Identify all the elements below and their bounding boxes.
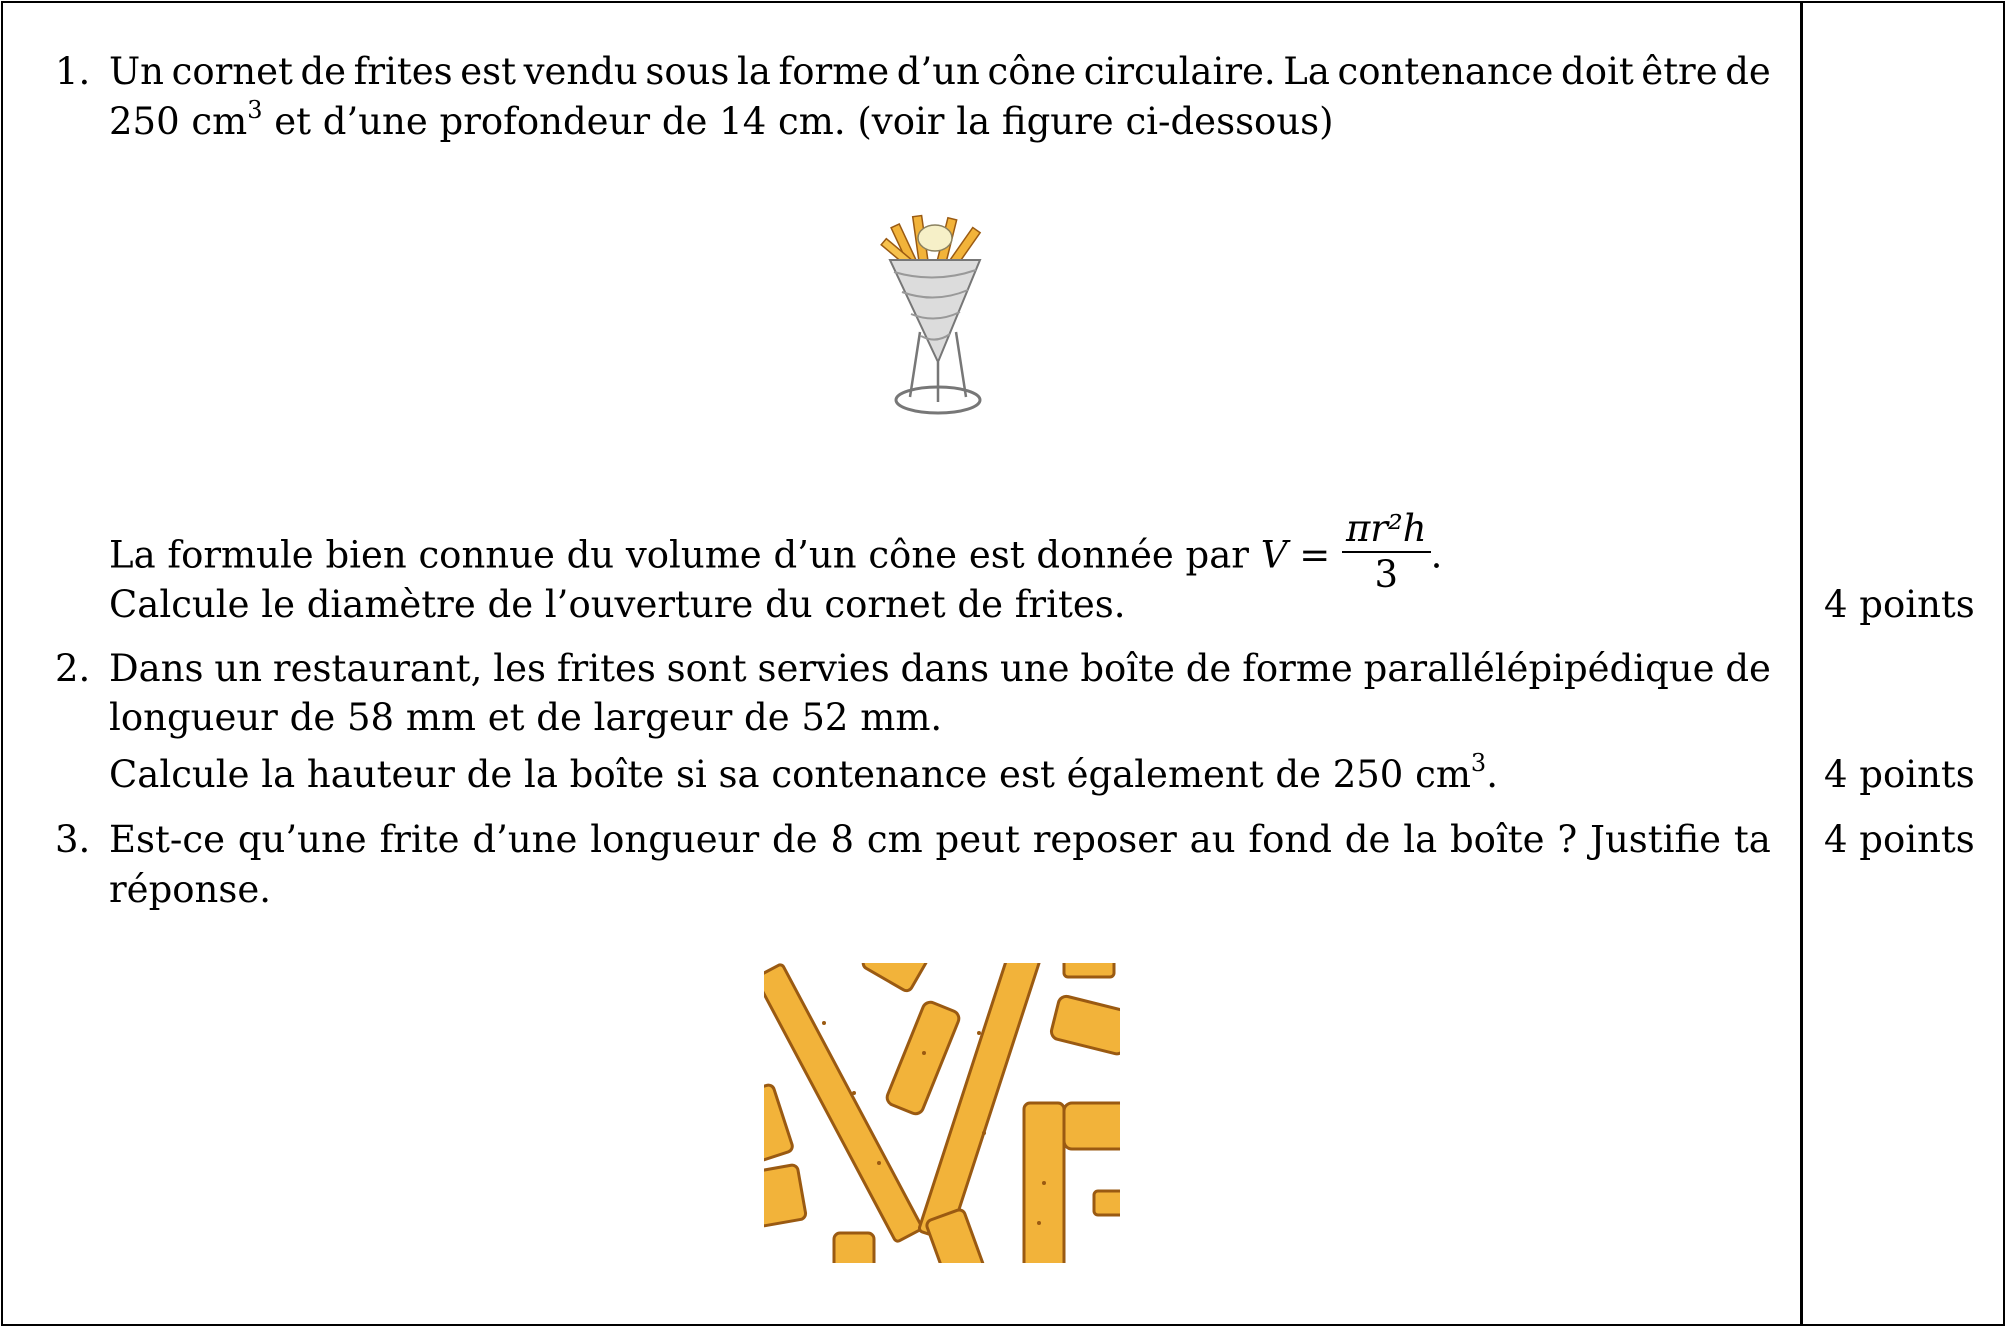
formula-variable: V bbox=[1260, 533, 1288, 577]
question-3-line-2: réponse. bbox=[109, 868, 272, 911]
word: 8 bbox=[830, 818, 855, 861]
word: Est-ce bbox=[109, 818, 225, 861]
q2-task-exponent: 3 bbox=[1470, 749, 1487, 777]
word: Justifie bbox=[1590, 818, 1722, 861]
fry bbox=[1064, 1103, 1120, 1149]
word: ? bbox=[1557, 818, 1578, 861]
fry bbox=[764, 1164, 806, 1226]
formula-fraction bbox=[1342, 507, 1431, 597]
word: de bbox=[1725, 50, 1771, 93]
fry bbox=[1050, 995, 1120, 1056]
points-column-divider bbox=[1800, 3, 1803, 1324]
formula-denominator: 3 bbox=[1374, 553, 1399, 596]
word: Un bbox=[109, 50, 165, 93]
question-2-line-1 bbox=[109, 645, 1771, 693]
question-1-number: 1. bbox=[55, 50, 91, 93]
word: doit bbox=[1561, 50, 1634, 93]
question-3-points: 4 points bbox=[1824, 818, 1975, 861]
word: ta bbox=[1733, 818, 1771, 861]
word: de bbox=[1344, 818, 1391, 861]
q2-task-period: . bbox=[1486, 753, 1498, 796]
fry bbox=[861, 963, 929, 993]
word: cm bbox=[866, 818, 923, 861]
formula-text: La formule bien connue du volume d’un cône est donnée par bbox=[109, 533, 1261, 577]
word: de bbox=[1185, 647, 1232, 690]
word: dans bbox=[900, 647, 990, 690]
word: d’une bbox=[472, 818, 578, 861]
q1-volume-exponent: 3 bbox=[247, 96, 263, 124]
word: qu’une bbox=[237, 818, 367, 861]
cone-holder bbox=[890, 260, 980, 413]
question-1-text-line-1 bbox=[109, 48, 1771, 96]
word: La bbox=[1283, 50, 1330, 93]
french-fries-figure bbox=[764, 963, 1120, 1263]
word: au bbox=[1189, 818, 1236, 861]
word: est bbox=[460, 50, 516, 93]
word: peut bbox=[935, 818, 1020, 861]
word: de bbox=[1725, 647, 1771, 690]
word: de bbox=[772, 818, 818, 861]
fry bbox=[1094, 1191, 1120, 1215]
word: circulaire. bbox=[1083, 50, 1276, 93]
word: frite bbox=[379, 818, 460, 861]
q1-volume-value: 250 cm bbox=[109, 100, 248, 143]
word: contenance bbox=[1337, 50, 1554, 93]
word: forme bbox=[778, 50, 890, 93]
fry bbox=[764, 1084, 794, 1163]
word: frites bbox=[353, 50, 453, 93]
word: frites bbox=[556, 647, 656, 690]
word: boîte bbox=[1450, 818, 1545, 861]
word: servies bbox=[757, 647, 890, 690]
word: sont bbox=[666, 647, 747, 690]
word: reposer bbox=[1032, 818, 1177, 861]
word: forme bbox=[1242, 647, 1353, 690]
word: un bbox=[214, 647, 263, 690]
fry bbox=[1064, 963, 1114, 977]
word: cône bbox=[987, 50, 1077, 93]
question-2-line-2: longueur de 58 mm et de largeur de 52 mm. bbox=[109, 696, 943, 739]
word: de bbox=[300, 50, 347, 93]
word: vendu bbox=[523, 50, 638, 93]
word: la bbox=[737, 50, 771, 93]
word: longueur bbox=[590, 818, 760, 861]
word: restaurant, bbox=[272, 647, 483, 690]
word: la bbox=[1403, 818, 1438, 861]
question-2-text-line-1 bbox=[109, 645, 1771, 693]
question-2-points: 4 points bbox=[1824, 753, 1975, 796]
question-3-line-1 bbox=[109, 816, 1771, 864]
question-1-task: Calcule le diamètre de l’ouverture du cornet de frites. bbox=[109, 583, 1126, 626]
fry bbox=[885, 1000, 961, 1116]
word: une bbox=[999, 647, 1070, 690]
word: Dans bbox=[109, 647, 204, 690]
q1-line-2-rest: et d’une profondeur de 14 cm. (voir la figure ci-dessous) bbox=[262, 100, 1334, 143]
question-1-points: 4 points bbox=[1824, 583, 1975, 626]
fry bbox=[834, 1233, 874, 1263]
word: être bbox=[1641, 50, 1718, 93]
question-1-line-1 bbox=[109, 48, 1771, 96]
question-3-text-line-1 bbox=[109, 816, 1771, 864]
formula-period: . bbox=[1430, 533, 1443, 577]
q2-task-text: Calcule la hauteur de la boîte si sa contenance est également de 250 cm bbox=[109, 753, 1471, 796]
word: fond bbox=[1248, 818, 1332, 861]
word: boîte bbox=[1080, 647, 1175, 690]
word: sous bbox=[645, 50, 730, 93]
formula-numerator: πr²h bbox=[1345, 507, 1427, 550]
formula-equals: = bbox=[1287, 533, 1342, 577]
word: cornet bbox=[171, 50, 293, 93]
question-2-task bbox=[109, 751, 1498, 799]
question-3-number: 3. bbox=[55, 818, 91, 861]
question-2-number: 2. bbox=[55, 647, 91, 690]
word: d’un bbox=[896, 50, 980, 93]
word: les bbox=[493, 647, 547, 690]
cone-fries-figure bbox=[880, 212, 1000, 417]
word: parallélépipédique bbox=[1363, 647, 1715, 690]
question-1-line-2 bbox=[109, 98, 1334, 146]
